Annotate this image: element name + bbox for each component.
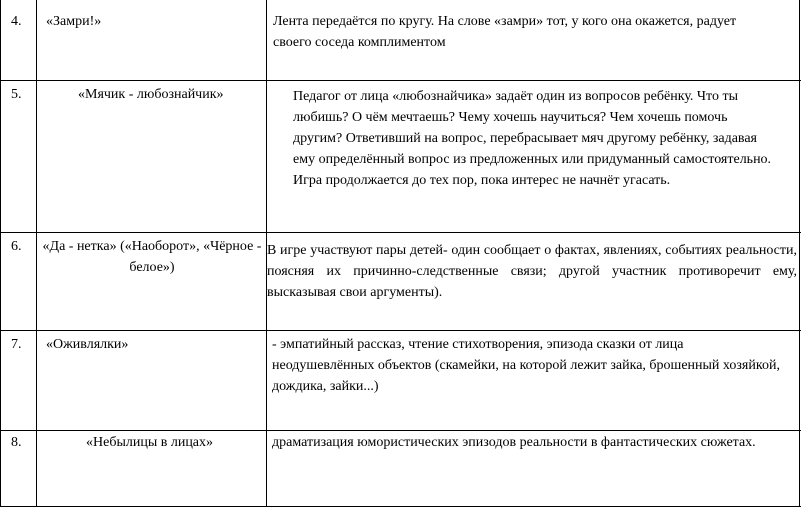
row-number: 5. <box>11 87 22 102</box>
row-number: 6. <box>11 239 22 254</box>
row-divider <box>0 232 801 233</box>
table-border-bottom <box>0 506 801 507</box>
game-name: «Оживлялки» <box>46 337 129 352</box>
game-name: «Мячик - любознайчик» <box>78 87 224 102</box>
game-description: Педагог от лица «любознайчика» задаёт один из вопросов ребёнку. Что ты любишь? О чём мечтаешь? Чему хочешь научиться? Чем хочешь помочь другим? Ответивший на вопрос, перебрасывает мяч другому ребёнку, задавая ему определённый вопрос из предложенных или придуманный самостоятельно. Игра продолжается до тех пор, пока интерес не начнёт угасать. <box>293 89 772 188</box>
game-name: «Небылицы в лицах» <box>86 435 214 450</box>
row-divider <box>0 80 801 81</box>
game-description: В игре участвуют пары детей- один сообщает о фактах, явлениях, событиях реальности, поясняя их причинно-следственные связи; другой участник противоречит ему, высказывая свои аргументы). <box>267 243 797 300</box>
row-number: 7. <box>11 337 22 352</box>
game-description: - эмпатийный рассказ, чтение стихотворения, эпизода сказки от лица неодушевлённых объектов (скамейки, на которой лежит зайка, брошенный хозяйкой, дождика, зайки...) <box>272 337 780 394</box>
game-description: драматизация юмористических эпизодов реальности в фантастических сюжетах. <box>272 435 756 450</box>
row-number: 8. <box>11 435 22 450</box>
game-name: «Да - нетка» («Наоборот», «Чёрное - белое») <box>42 239 262 275</box>
row-divider <box>0 330 801 331</box>
game-name: «Замри!» <box>46 14 102 29</box>
game-description: Лента передаётся по кругу. На слове «замри» тот, у кого она окажется, радует своего соседа комплиментом <box>273 14 737 50</box>
row-divider <box>0 430 801 431</box>
row-number: 4. <box>11 14 22 29</box>
